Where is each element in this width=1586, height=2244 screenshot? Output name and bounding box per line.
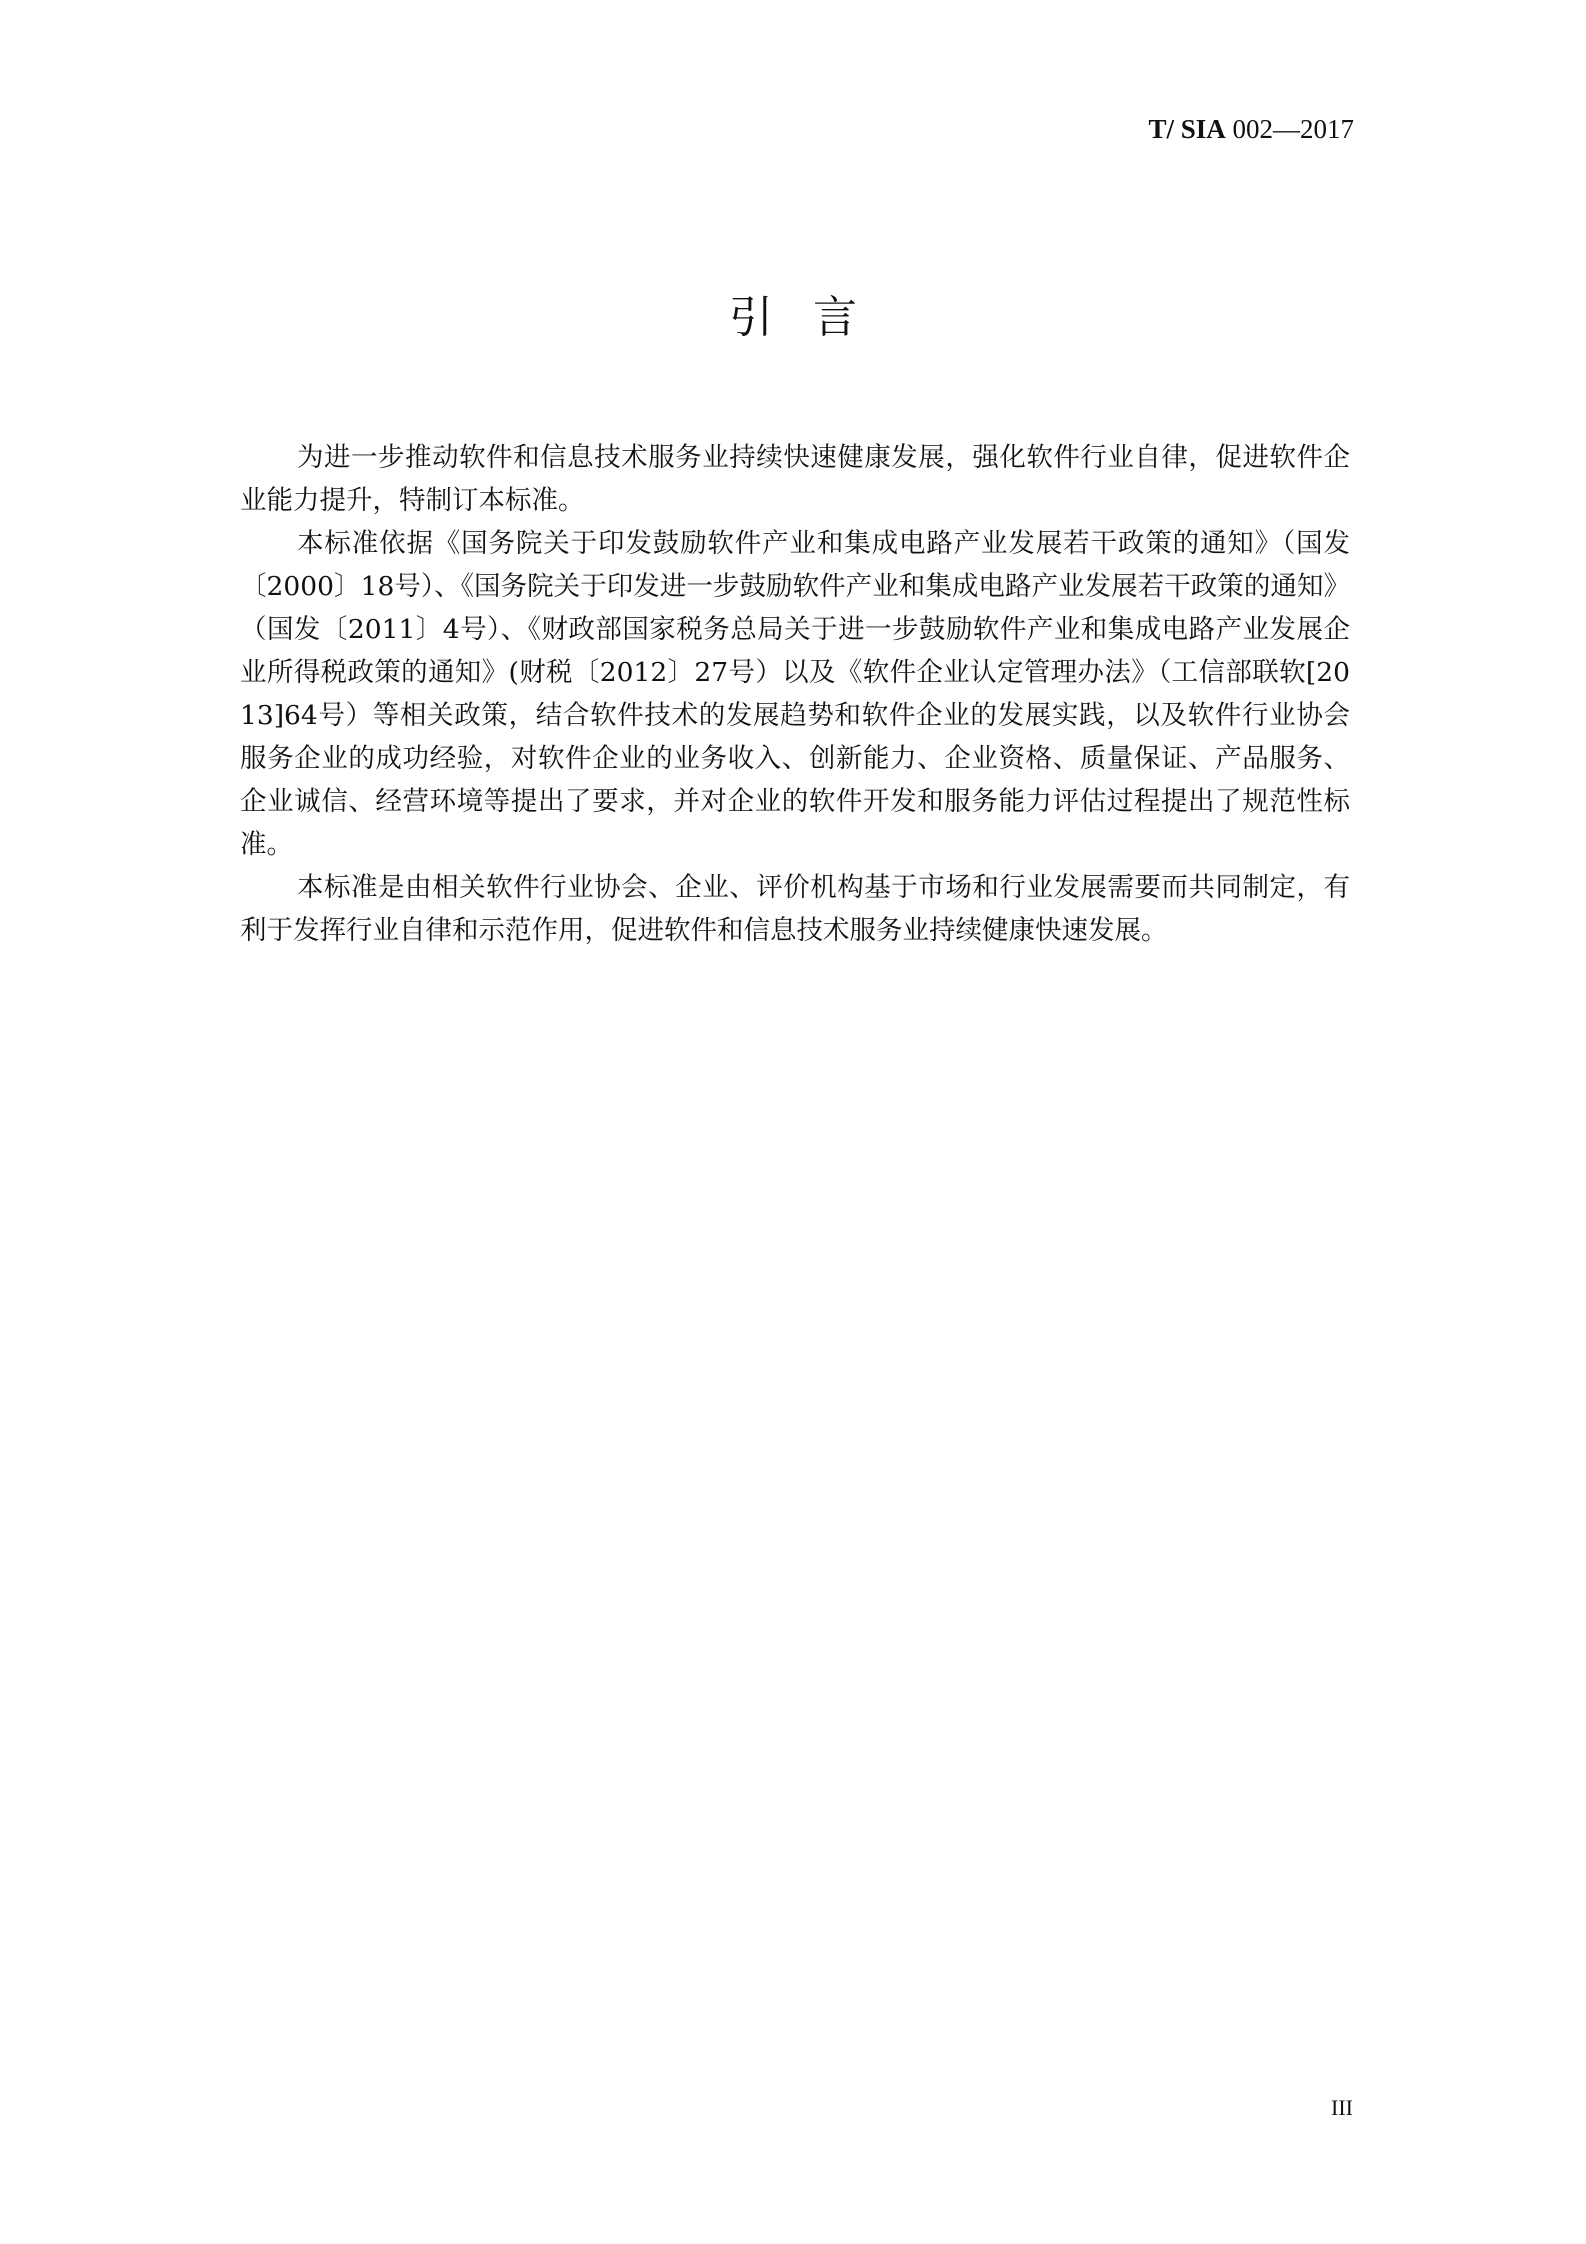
introduction-body <box>240 436 1350 952</box>
standard-code <box>1148 112 1354 146</box>
page-number: III <box>1331 2095 1353 2120</box>
standard-code-prefix: T/ SIA <box>1148 114 1226 144</box>
paragraph-basis: 本标准依据《国务院关于印发鼓励软件产业和集成电路产业发展若干政策的通知》（国发〔2000〕18号）、《国务院关于印发进一步鼓励软件产业和集成电路产业发展若干政策的通知》（国发〔2011〕4号）、《财政部国家税务总局关于进一步鼓励软件产业和集成电路产业发展企业所得税政策的通知》(财税〔2012〕27号）以及《软件企业认定管理办法》（工信部联软[2013]64号）等相关政策，结合软件技术的发展趋势和软件企业的发展实践，以及软件行业协会服务企业的成功经验，对软件企业的业务收入、创新能力、企业资格、质量保证、产品服务、企业诚信、经营环境等提出了要求，并对企业的软件开发和服务能力评估过程提出了规范性标准。 <box>240 528 1350 860</box>
paragraph-purpose: 为进一步推动软件和信息技术服务业持续快速健康发展，强化软件行业自律，促进软件企业能力提升，特制订本标准。 <box>240 442 1350 516</box>
standard-code-number: 002—2017 <box>1225 114 1354 144</box>
paragraph-development: 本标准是由相关软件行业协会、企业、评价机构基于市场和行业发展需要而共同制定，有利于发挥行业自律和示范作用，促进软件和信息技术服务业持续健康快速发展。 <box>240 872 1350 946</box>
page-title: 引言 <box>729 292 897 343</box>
